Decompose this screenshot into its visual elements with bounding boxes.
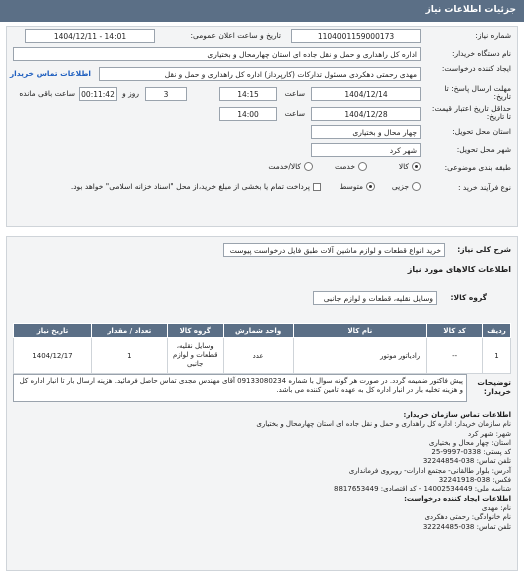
remaining-time-label: ساعت باقی مانده xyxy=(19,89,75,98)
city-field[interactable]: شهر کرد xyxy=(311,143,421,157)
cell-unit: عدد xyxy=(223,338,293,374)
category-label: طبقه بندی موضوعی: xyxy=(444,163,511,172)
cell-code: -- xyxy=(427,338,483,374)
buyer-economic-code: شناسه ملی: 14002534449 - کد اقتصادی: 8817653449 xyxy=(334,485,511,494)
price-time-field[interactable]: 14:00 xyxy=(219,107,277,121)
price-time-label: ساعت xyxy=(284,109,305,118)
reply-time-label: ساعت xyxy=(284,89,305,98)
option-label: خدمت xyxy=(335,162,355,171)
buyer-notes-field[interactable]: پیش فاکتور ضمیمه گردد. در صورت هر گونه سوال با شماره 09133080234 آقای مهندس مجدی تماس حاصل فرمائید. هزینه ارسال بار تا انبار اداره کل و هزینه تخلیه بار در انبار اداره کل به عهده تامین کننده می باشد. xyxy=(13,374,467,402)
buyer-contact-info xyxy=(13,411,511,532)
goods-group-label: گروه کالا: xyxy=(450,293,487,302)
radio-icon[interactable] xyxy=(366,182,375,191)
col-name: نام کالا xyxy=(293,324,427,338)
remaining-time-field[interactable]: 00:11:42 xyxy=(79,87,117,101)
price-validity-label: حداقل تاریخ اعتبار قیمت: تا تاریخ: xyxy=(431,104,511,121)
option-label: کالا/خدمت xyxy=(268,162,301,171)
category-service-option[interactable] xyxy=(335,162,367,171)
creator-first-name: نام: مهدی xyxy=(481,503,511,512)
radio-icon[interactable] xyxy=(358,162,367,171)
buyer-fax: فکس: 038-32241918 xyxy=(438,476,511,485)
requester-field[interactable]: مهدی رحمتی دهکردی مسئول تدارکات (کارپرداز) اداره کل راهداری و حمل و نقل xyxy=(99,67,421,81)
goods-group-field[interactable]: وسایل نقلیه، قطعات و لوازم جانبی xyxy=(313,291,437,305)
buyer-label: نام دستگاه خریدار: xyxy=(451,49,511,58)
reply-date-field[interactable]: 1404/12/14 xyxy=(311,87,421,101)
buyer-province: استان: چهار محال و بختیاری xyxy=(428,438,511,447)
need-items-panel xyxy=(6,236,518,571)
cell-name: رادیاتور موتور xyxy=(293,338,427,374)
option-label: جزیی xyxy=(391,182,409,191)
creator-info-title: اطلاعات ایجاد کننده درخواست: xyxy=(404,494,511,503)
checkbox-icon[interactable] xyxy=(313,183,321,191)
purchase-type-label: نوع فرآیند خرید : xyxy=(457,183,511,192)
reply-deadline-label: مهلت ارسال پاسخ: تا تاریخ: xyxy=(444,84,511,101)
buyer-phone: تلفن تماس: 038-32244854 xyxy=(422,457,511,466)
radio-icon[interactable] xyxy=(412,162,421,171)
col-date: تاریخ نیاز xyxy=(14,324,92,338)
province-field[interactable]: چهار محال و بختیاری xyxy=(311,125,421,139)
buyer-city: شهر: شهر کرد xyxy=(467,429,511,438)
purchase-minor-option[interactable] xyxy=(392,182,421,191)
reply-days-field[interactable]: 3 xyxy=(145,87,187,101)
buyer-field[interactable]: اداره کل راهداری و حمل و نقل جاده ای استان چهارمحال و بختیاری xyxy=(13,47,421,61)
purchase-medium-option[interactable] xyxy=(339,182,375,191)
need-number-label: شماره نیاز: xyxy=(475,31,511,40)
page-title: جزئیات اطلاعات نیاز xyxy=(0,0,524,22)
category-both-option[interactable] xyxy=(268,162,313,171)
creator-last-name: نام خانوادگی: رحمتی دهکردی xyxy=(424,513,511,522)
cell-group: وسایل نقلیه، قطعات و لوازم جانبی xyxy=(167,338,223,374)
option-label: متوسط xyxy=(339,182,363,191)
buyer-postal-code: کد پستی: 0338-9997-25 xyxy=(431,448,511,457)
announce-field[interactable]: 1404/12/11 - 14:01 xyxy=(25,29,155,43)
buyer-info-title: اطلاعات تماس سازمان خریدار: xyxy=(403,411,511,419)
price-date-field[interactable]: 1404/12/28 xyxy=(311,107,421,121)
creator-phone: تلفن تماس: 038-32224485 xyxy=(422,522,511,531)
need-details-panel xyxy=(6,26,518,227)
need-number-field[interactable]: 1104001159000173 xyxy=(291,29,421,43)
col-qty: تعداد / مقدار xyxy=(91,324,167,338)
table-header-row xyxy=(14,324,511,338)
summary-label: شرح کلی نیاز: xyxy=(457,245,511,254)
buyer-notes-label: توضیحات خریدار: xyxy=(477,378,511,396)
payment-note: پرداخت تمام یا بخشی از مبلغ خرید،از محل "اسناد خزانه اسلامی" خواهد بود. xyxy=(70,182,310,191)
col-row: ردیف xyxy=(483,324,511,338)
radio-icon[interactable] xyxy=(304,162,313,171)
cell-qty: 1 xyxy=(91,338,167,374)
announce-label: تاریخ و ساعت اعلان عمومی: xyxy=(190,31,281,40)
province-label: استان محل تحویل: xyxy=(452,127,511,136)
category-goods-option[interactable] xyxy=(399,162,421,171)
buyer-org-name: نام سازمان خریدار: اداره کل راهداری و حمل و نقل جاده ای استان چهارمحال و بختیاری xyxy=(256,420,511,429)
reply-time-field[interactable]: 14:15 xyxy=(219,87,277,101)
table-row[interactable] xyxy=(14,338,511,374)
treasury-payment-option[interactable] xyxy=(71,182,321,191)
city-label: شهر محل تحویل: xyxy=(456,145,511,154)
col-code: کد کالا xyxy=(427,324,483,338)
day-word: روز و xyxy=(122,89,139,98)
buyer-address: آدرس: بلوار طالقانی- مجتمع ادارات- روبروی فرمانداری xyxy=(348,466,511,475)
col-unit: واحد شمارش xyxy=(223,324,293,338)
cell-row: 1 xyxy=(483,338,511,374)
radio-icon[interactable] xyxy=(412,182,421,191)
col-group: گروه کالا xyxy=(167,324,223,338)
contact-buyer-link[interactable]: اطلاعات تماس خریدار xyxy=(9,69,91,78)
goods-table xyxy=(13,323,511,374)
goods-section-title: اطلاعات کالاهای مورد نیاز xyxy=(407,265,511,274)
option-label: کالا xyxy=(398,162,409,171)
summary-field[interactable]: خرید انواع قطعات و لوازم ماشین آلات طبق فایل درخواست پیوست xyxy=(223,243,445,257)
cell-date: 1404/12/17 xyxy=(14,338,92,374)
requester-label: ایجاد کننده درخواست: xyxy=(441,64,511,73)
